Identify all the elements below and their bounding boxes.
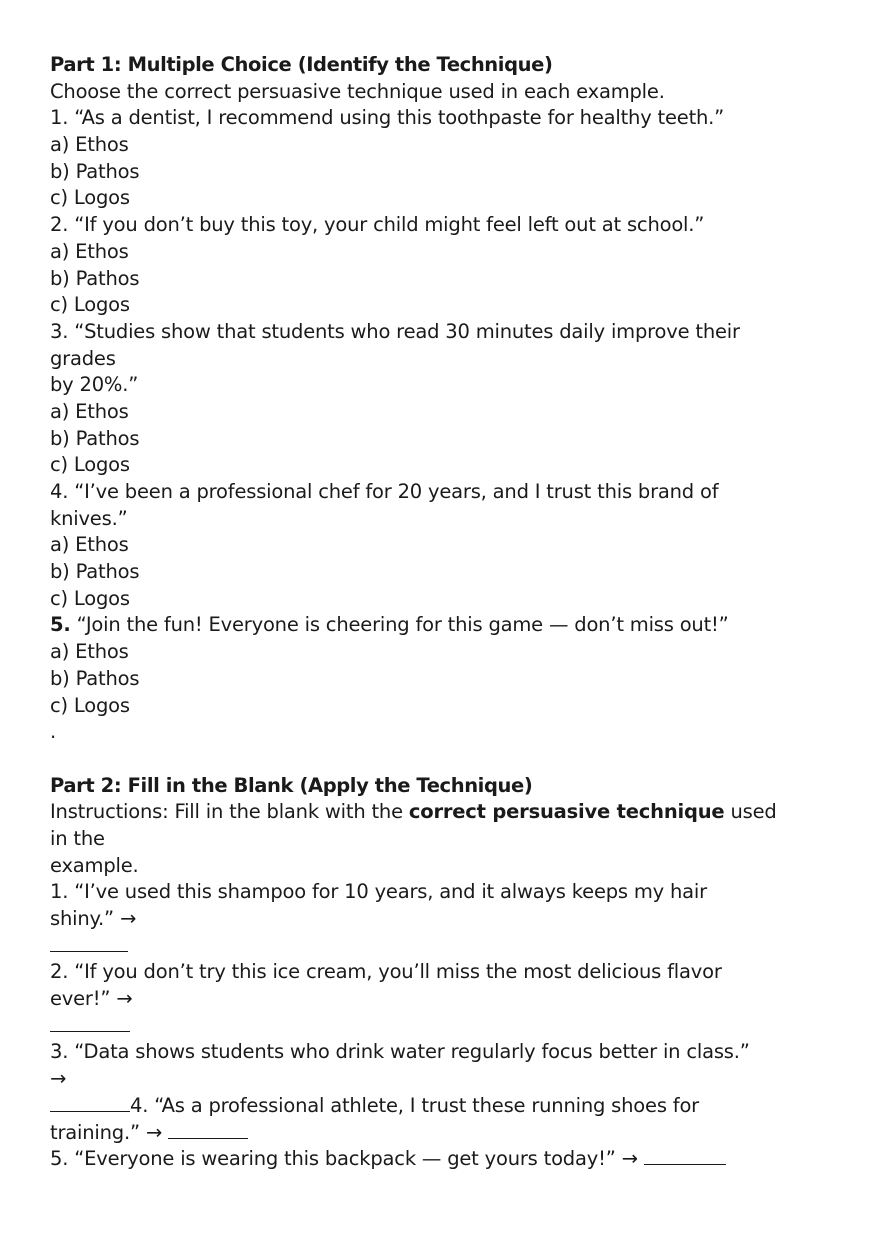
- fill-item-2-blank-line: [50, 1013, 840, 1040]
- option-4b[interactable]: b) Pathos: [50, 560, 140, 584]
- answer-blank-1[interactable]: [50, 933, 128, 952]
- part2-instructions-cont-1: in the: [50, 826, 105, 850]
- question-3-cont-2: by 20%.”: [50, 373, 139, 397]
- option-4a[interactable]: a) Ethos: [50, 533, 129, 557]
- question-2: 2. “If you don’t buy this toy, your child might feel left out at school.”: [50, 213, 705, 237]
- fill-item-5: 5. “Everyone is wearing this backpack — get yours today!” →: [50, 1146, 840, 1173]
- option-3b[interactable]: b) Pathos: [50, 426, 140, 450]
- part2-instructions-cont-2: example.: [50, 853, 139, 877]
- fill-item-3: 3. “Data shows students who drink water regularly focus better in class.”: [50, 1040, 750, 1064]
- option-3c[interactable]: c) Logos: [50, 453, 130, 477]
- fill-item-1: 1. “I’ve used this shampoo for 10 years, and it always keeps my hair: [50, 880, 707, 904]
- fill-item-1-blank-line: [50, 933, 840, 960]
- option-5c[interactable]: c) Logos: [50, 693, 130, 717]
- answer-blank-4[interactable]: [168, 1120, 248, 1139]
- option-2b[interactable]: b) Pathos: [50, 266, 140, 290]
- option-2a[interactable]: a) Ethos: [50, 239, 129, 263]
- question-4: 4. “I’ve been a professional chef for 20 years, and I trust this brand of: [50, 480, 719, 503]
- question-3-cont-1: grades: [50, 346, 116, 370]
- option-5a[interactable]: a) Ethos: [50, 640, 129, 664]
- worksheet: [50, 52, 840, 1173]
- fill-item-4-cont: training.” →: [50, 1120, 840, 1147]
- option-5b[interactable]: b) Pathos: [50, 666, 140, 690]
- part2-instructions: Instructions: Fill in the blank with the correct persuasive technique used: [50, 800, 777, 824]
- section-gap: [50, 746, 840, 773]
- fill-item-3-cont: →: [50, 1067, 67, 1091]
- part1-instructions: Choose the correct persuasive technique used in each example.: [50, 79, 665, 103]
- fill-item-4: 4. “As a professional athlete, I trust these running shoes for: [50, 1093, 840, 1120]
- option-4c[interactable]: c) Logos: [50, 586, 130, 610]
- part2-title: Part 2: Fill in the Blank (Apply the Technique): [50, 773, 533, 797]
- trailing-mark: .: [50, 720, 57, 744]
- question-3: 3. “Studies show that students who read 30 minutes daily improve their: [50, 319, 740, 343]
- fill-item-2: 2. “If you don’t try this ice cream, you’ll miss the most delicious flavor: [50, 960, 722, 984]
- fill-item-1-cont: shiny.” →: [50, 907, 137, 930]
- question-1: 1. “As a dentist, I recommend using this toothpaste for healthy teeth.”: [50, 106, 725, 130]
- instructions-emphasis: correct persuasive technique: [408, 800, 725, 824]
- question-5: 5. “Join the fun! Everyone is cheering for this game — don’t miss out!”: [50, 613, 729, 637]
- part1-title: Part 1: Multiple Choice (Identify the Technique): [50, 53, 553, 76]
- option-3a[interactable]: a) Ethos: [50, 399, 129, 423]
- option-1a[interactable]: a) Ethos: [50, 133, 129, 157]
- fill-item-2-cont: ever!” →: [50, 987, 133, 1011]
- option-2c[interactable]: c) Logos: [50, 293, 130, 317]
- option-1b[interactable]: b) Pathos: [50, 159, 140, 183]
- answer-blank-2[interactable]: [50, 1013, 130, 1032]
- question-4-cont-1: knives.”: [50, 506, 128, 530]
- answer-blank-3[interactable]: [50, 1093, 130, 1112]
- answer-blank-5[interactable]: [644, 1146, 726, 1165]
- option-1c[interactable]: c) Logos: [50, 186, 130, 210]
